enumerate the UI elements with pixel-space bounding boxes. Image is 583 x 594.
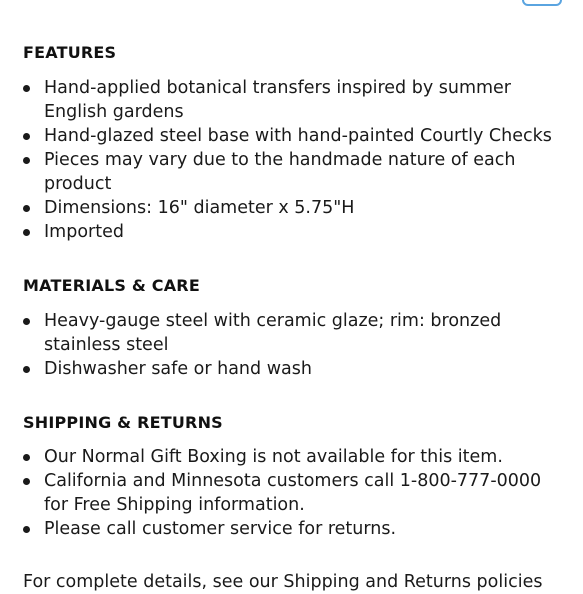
bullet-icon (23, 478, 30, 485)
bullet-icon (23, 85, 30, 92)
list-item: Please call customer service for returns. (0, 517, 564, 541)
list-item: California and Minnesota customers call 1-800-777-0000 for Free Shipping information. (0, 469, 564, 517)
bullet-icon (23, 229, 30, 236)
scroll-top-button[interactable] (522, 0, 562, 6)
shipping-heading: SHIPPING & RETURNS (23, 413, 223, 432)
bullet-icon (23, 454, 30, 461)
bullet-icon (23, 526, 30, 533)
materials-list (0, 309, 564, 381)
list-item: Hand-applied botanical transfers inspired by summer English gardens (0, 76, 564, 124)
features-list (0, 76, 564, 244)
features-heading: FEATURES (23, 43, 117, 62)
bullet-icon (23, 133, 30, 140)
shipping-policy-note: For complete details, see our Shipping and Returns policies (23, 572, 543, 592)
bullet-icon (23, 205, 30, 212)
list-item: Heavy-gauge steel with ceramic glaze; rim: bronzed stainless steel (0, 309, 564, 357)
bullet-icon (23, 157, 30, 164)
list-item: Pieces may vary due to the handmade nature of each product (0, 148, 564, 196)
list-item: Imported (0, 220, 564, 244)
shipping-list (0, 445, 564, 541)
bullet-icon (23, 318, 30, 325)
list-item: Dishwasher safe or hand wash (0, 357, 564, 381)
materials-heading: MATERIALS & CARE (23, 276, 200, 295)
list-item: Hand-glazed steel base with hand-painted Courtly Checks (0, 124, 564, 148)
list-item: Dimensions: 16" diameter x 5.75"H (0, 196, 564, 220)
list-item: Our Normal Gift Boxing is not available for this item. (0, 445, 564, 469)
bullet-icon (23, 366, 30, 373)
